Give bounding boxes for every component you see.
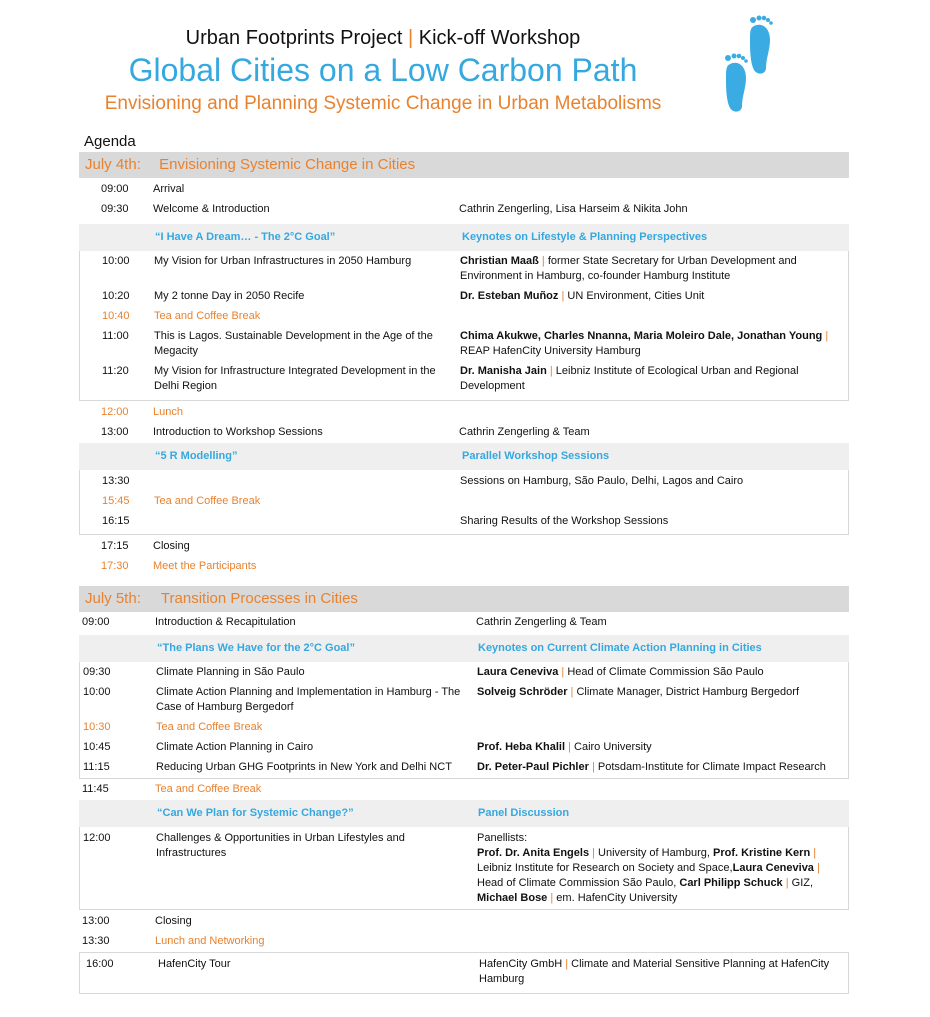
speaker-name: Dr. Peter-Paul Pichler <box>477 761 589 773</box>
row-time: 13:30 <box>82 935 110 947</box>
project-name: Urban Footprints Project <box>185 27 403 49</box>
divider <box>79 400 849 401</box>
row-speaker: Sharing Results of the Workshop Sessions <box>460 515 669 527</box>
speaker-name: Dr. Esteban Muñoz <box>460 290 559 302</box>
row-item: Climate Action Planning in Cairo <box>156 741 314 753</box>
row-time: 11:00 <box>102 330 129 342</box>
agenda-row-break <box>80 309 848 329</box>
speaker-role: UN Environment, Cities Unit <box>567 290 705 302</box>
row-time: 10:20 <box>102 290 130 302</box>
row-time: 10:00 <box>83 686 111 698</box>
row-item: Welcome & Introduction <box>153 203 270 215</box>
agenda-row <box>80 514 848 534</box>
row-speaker: Cathrin Zengerling & Team <box>459 426 590 438</box>
agenda-row <box>80 364 848 400</box>
page-title: Global Cities on a Low Carbon Path <box>128 52 638 88</box>
event-name: Kick-off Workshop <box>418 27 581 49</box>
row-speaker: Chima Akukwe, Charles Nnanna, Maria Moleiro Dale, Jonathan Young | REAP HafenCity University Hamburg <box>460 330 829 357</box>
row-item: HafenCity Tour <box>158 958 231 970</box>
panellist-name: Carl Philipp Schuck <box>679 877 783 889</box>
agenda-row <box>80 329 848 364</box>
section-header <box>79 635 849 662</box>
speaker-role: Potsdam-Institute for Climate Impact Research <box>597 761 826 773</box>
row-item: Tea and Coffee Break <box>156 721 263 733</box>
agenda-row <box>80 289 848 309</box>
project-line <box>0 27 766 50</box>
day2-theme: Transition Processes in Cities <box>160 590 358 607</box>
agenda-row <box>79 615 849 635</box>
row-item: Reducing Urban GHG Footprints in New York and Delhi NCT <box>156 761 452 773</box>
divider <box>79 993 849 994</box>
row-time: 15:45 <box>102 495 130 507</box>
row-time: 11:20 <box>102 365 129 377</box>
section-header <box>79 800 849 827</box>
row-item: Introduction & Recapitulation <box>155 616 296 628</box>
section-subtitle: Panel Discussion <box>478 807 570 819</box>
row-time: 16:00 <box>86 958 114 970</box>
speaker-role: REAP HafenCity University Hamburg <box>460 345 641 357</box>
row-item: Meet the Participants <box>153 560 257 572</box>
row-time: 17:15 <box>101 540 129 552</box>
row-item: Challenges & Opportunities in Urban Lifestyles and Infrastructures <box>156 832 405 859</box>
speaker-name: Dr. Manisha Jain <box>460 365 547 377</box>
speaker-name: Laura Ceneviva <box>477 666 559 678</box>
agenda-row <box>79 425 849 443</box>
agenda-row <box>80 470 848 494</box>
row-time: 10:30 <box>83 721 111 733</box>
speaker-role: former State Secretary for Urban Development and Environment in Hamburg, co-founder Hamburg Institute <box>460 255 797 282</box>
row-time: 10:45 <box>83 741 111 753</box>
row-item: Climate Planning in São Paulo <box>156 666 305 678</box>
row-time: 13:00 <box>82 915 110 927</box>
agenda-row <box>79 202 849 224</box>
agenda-row <box>79 914 849 934</box>
speaker-name: HafenCity GmbH <box>479 958 563 970</box>
section-header <box>79 443 849 470</box>
agenda-row <box>80 953 848 993</box>
row-speaker: HafenCity GmbH | Climate and Material Sensitive Planning at HafenCity Hamburg <box>479 958 830 985</box>
day2-morning-frame <box>79 662 849 778</box>
row-time: 13:00 <box>101 426 129 438</box>
row-speaker: Christian Maaß | former State Secretary for Urban Development and Environment in Hamburg, co-founder Hamburg Institute <box>460 255 797 282</box>
panellist-role: Leibniz Institute for Research on Society and Space, <box>477 862 733 874</box>
panellist-role: Head of Climate Commission São Paulo, <box>477 877 677 889</box>
day2-date: July 5th: <box>85 590 141 607</box>
row-item: Lunch and Networking <box>155 935 265 947</box>
row-time: 11:15 <box>83 761 110 773</box>
panellists: Panellists: Prof. Dr. Anita Engels | University of Hamburg, Prof. Kristine Kern | Leibniz Institute for Research on Society and Space,Laura Ceneviva | Head of Climate Commission São Paulo, Carl Philipp Schuck | GIZ, Michael Bose | em. HafenCity University <box>477 832 820 904</box>
panellist-name: Michael Bose <box>477 892 548 904</box>
row-time: 09:30 <box>83 666 111 678</box>
row-item: Tea and Coffee Break <box>154 310 261 322</box>
agenda-row <box>79 539 849 559</box>
row-item: Arrival <box>153 183 185 195</box>
agenda-row-break <box>79 559 849 579</box>
agenda-row-break <box>79 934 849 952</box>
agenda-row-break <box>79 782 849 800</box>
speaker-role: Climate Manager, District Hamburg Bergedorf <box>576 686 799 698</box>
panellist-name: Laura Ceneviva <box>732 862 814 874</box>
row-time: 16:15 <box>102 515 130 527</box>
row-speaker: Dr. Esteban Muñoz | UN Environment, Cities Unit <box>460 290 705 302</box>
agenda-row-panel <box>80 827 848 909</box>
row-item: Introduction to Workshop Sessions <box>153 426 323 438</box>
day1-theme: Envisioning Systemic Change in Cities <box>159 156 416 173</box>
row-item: Closing <box>153 540 190 552</box>
row-item: Tea and Coffee Break <box>154 495 261 507</box>
panellists-label: Panellists: <box>477 832 528 844</box>
day1-morning-frame <box>79 251 849 400</box>
row-item: Climate Action Planning and Implementation in Hamburg - The Case of Hamburg Bergedorf <box>156 686 461 713</box>
agenda-row <box>80 685 848 720</box>
divider <box>79 778 849 779</box>
row-item: My 2 tonne Day in 2050 Recife <box>154 290 305 302</box>
day1-agenda <box>79 152 849 579</box>
row-item: This is Lagos. Sustainable Development in the Age of the Megacity <box>154 330 433 357</box>
row-speaker: Laura Ceneviva | Head of Climate Commission São Paulo <box>477 666 764 678</box>
divider <box>79 534 849 535</box>
page-subtitle: Envisioning and Planning Systemic Change in Urban Metabolisms <box>104 93 662 114</box>
section-header <box>79 224 849 251</box>
row-item: My Vision for Urban Infrastructures in 2050 Hamburg <box>154 255 412 267</box>
panellist-role: University of Hamburg, <box>598 847 710 859</box>
section-title: “5 R Modelling” <box>155 450 238 462</box>
speaker-name: Chima Akukwe, Charles Nnanna, Maria Moleiro Dale, Jonathan Young <box>460 330 823 342</box>
day1-date: July 4th: <box>85 156 141 173</box>
day2-panel-frame <box>79 827 849 909</box>
row-item: Tea and Coffee Break <box>155 783 262 795</box>
row-speaker: Dr. Peter-Paul Pichler | Potsdam-Institute for Climate Impact Research <box>477 761 826 773</box>
row-speaker: Dr. Manisha Jain | Leibniz Institute of Ecological Urban and Regional Development <box>460 365 799 392</box>
section-subtitle: Keynotes on Lifestyle & Planning Perspectives <box>462 231 708 243</box>
agenda-row-break <box>80 720 848 740</box>
section-title: “I Have A Dream… - The 2°C Goal” <box>155 231 336 243</box>
row-time: 09:00 <box>82 616 110 628</box>
agenda-row-break <box>80 494 848 514</box>
section-title: “The Plans We Have for the 2°C Goal” <box>157 642 355 654</box>
agenda-row <box>80 740 848 760</box>
row-speaker: Solveig Schröder | Climate Manager, District Hamburg Bergedorf <box>477 686 799 698</box>
speaker-name: Christian Maaß <box>460 255 539 267</box>
row-speaker: Cathrin Zengerling, Lisa Harseim & Nikita John <box>459 203 688 215</box>
row-time: 13:30 <box>102 475 130 487</box>
day2-tour-frame <box>79 953 849 993</box>
row-time: 09:30 <box>101 203 129 215</box>
day1-afternoon-frame <box>79 470 849 534</box>
divider <box>79 909 849 910</box>
agenda-label: Agenda <box>84 133 136 150</box>
section-subtitle: Keynotes on Current Climate Action Planning in Cities <box>478 642 762 654</box>
agenda-row-break <box>79 405 849 425</box>
row-time: 10:40 <box>102 310 130 322</box>
row-item: My Vision for Infrastructure Integrated Development in the Delhi Region <box>154 365 436 392</box>
row-item: Lunch <box>153 406 183 418</box>
agenda-row <box>80 760 848 778</box>
speaker-role: Leibniz Institute of Ecological Urban and Regional Development <box>460 365 799 392</box>
row-time: 17:30 <box>101 560 129 572</box>
panellist-role: GIZ, <box>791 877 814 889</box>
row-time: 09:00 <box>101 183 129 195</box>
speaker-role: Head of Climate Commission São Paulo <box>567 666 764 678</box>
footprints-icon <box>718 14 790 118</box>
section-subtitle: Parallel Workshop Sessions <box>462 450 610 462</box>
row-time: 12:00 <box>101 406 129 418</box>
separator: | <box>408 27 414 49</box>
agenda-row <box>80 251 848 289</box>
speaker-role: Cairo University <box>574 741 652 753</box>
speaker-name: Prof. Heba Khalil <box>477 741 566 753</box>
panellist-name: Prof. Kristine Kern <box>712 847 811 859</box>
panellist-role: em. HafenCity University <box>556 892 678 904</box>
row-speaker: Prof. Heba Khalil | Cairo University <box>477 741 652 753</box>
agenda-row <box>79 182 849 202</box>
row-speaker: Sessions on Hamburg, São Paulo, Delhi, Lagos and Cairo <box>460 475 744 487</box>
row-time: 10:00 <box>102 255 130 267</box>
row-time: 12:00 <box>83 832 111 844</box>
day2-agenda <box>79 586 849 994</box>
agenda-row <box>80 662 848 685</box>
row-speaker: Cathrin Zengerling & Team <box>476 616 607 628</box>
day2-header <box>79 586 849 612</box>
speaker-name: Solveig Schröder <box>477 686 568 698</box>
day1-header <box>79 152 849 178</box>
speaker-role: Climate and Material Sensitive Planning at HafenCity Hamburg <box>479 958 830 985</box>
row-time: 11:45 <box>82 783 109 795</box>
row-item: Closing <box>155 915 192 927</box>
section-title: “Can We Plan for Systemic Change?” <box>157 807 354 819</box>
panellist-name: Prof. Dr. Anita Engels <box>477 847 590 859</box>
